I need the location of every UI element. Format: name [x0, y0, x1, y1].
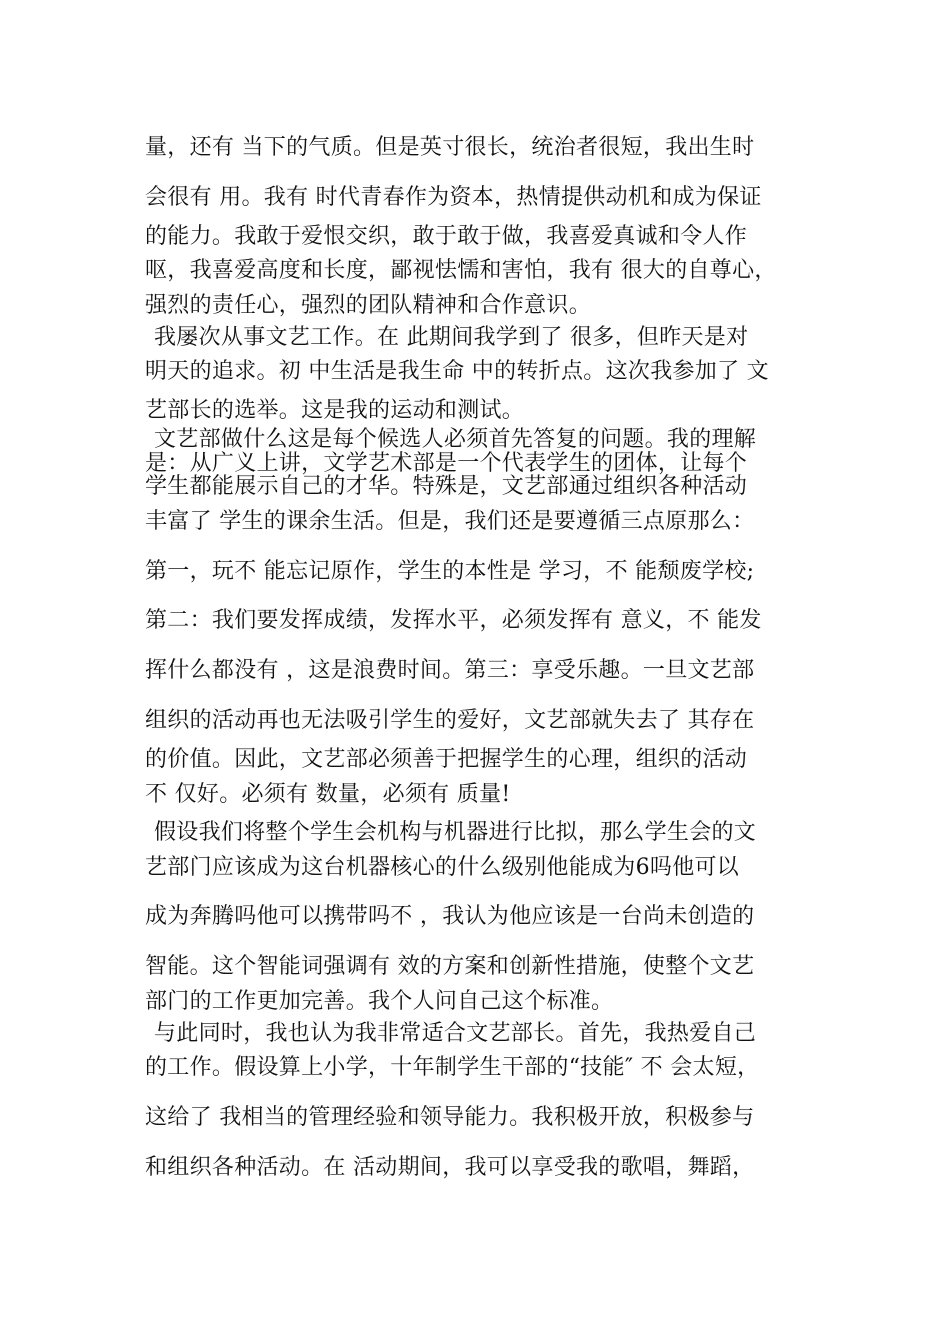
- paragraph-start-line: 我屡次从事文艺工作。在 此期间我学到了 很多，但昨天是对: [154, 325, 749, 350]
- text-line: 丰富了 学生的课余生活。但是，我们还是要遵循三点原那么：: [145, 509, 755, 534]
- text-line: 明天的追求。初 中生活是我生命 中的转折点。这次我参加了 文: [145, 359, 769, 384]
- text-line: 学生都能展示自己的才华。特殊是，文艺部通过组织各种活动: [145, 474, 748, 499]
- text-line: 是：从广义上讲，文学艺术部是一个代表学生的团体，让每个: [145, 451, 748, 476]
- text-line: 的能力。我敢于爱恨交织，敢于敢于做，我喜爱真诚和令人作: [145, 224, 748, 249]
- text-line: 的价值。因此，文艺部必须善于把握学生的心理，组织的活动: [145, 747, 748, 772]
- text-line: 部门的工作更加完善。我个人问自己这个标准。: [145, 989, 614, 1014]
- text-line: 挥什么都没有 ，这是浪费时间。第三：享受乐趣。一旦文艺部: [145, 658, 755, 683]
- text-line: 第二：我们要发挥成绩，发挥水平，必须发挥有 意义，不 能发: [145, 608, 762, 633]
- text-line: 第一，玩不 能忘记原作，学生的本性是 学习，不 能颓废学校;: [145, 559, 755, 584]
- text-line: 不 仅好。必须有 数量，必须有 质量!: [145, 782, 511, 807]
- text-line: 量，还有 当下的气质。但是英寸很长，统治者很短，我出生时: [145, 135, 755, 160]
- text-line: 强烈的责任心，强烈的团队精神和合作意识。: [145, 293, 592, 318]
- paragraph-start-line: 与此同时，我也认为我非常适合文艺部长。首先，我热爱自己: [154, 1021, 757, 1046]
- text-line: 会很有 用。我有 时代青春作为资本，热情提供动机和成为保证: [145, 185, 762, 210]
- text-line: 这给了 我相当的管理经验和领导能力。我积极开放，积极参与: [145, 1105, 755, 1130]
- text-line: 和组织各种活动。在 活动期间，我可以享受我的歌唱，舞蹈，: [145, 1155, 755, 1180]
- paragraph-start-line: 文艺部做什么这是每个候选人必须首先答复的问题。我的理解: [154, 427, 757, 452]
- text-line: 组织的活动再也无法吸引学生的爱好，文艺部就失去了 其存在: [145, 708, 755, 733]
- paragraph-start-line: 假设我们将整个学生会机构与机器进行比拟，那么学生会的文: [154, 820, 757, 845]
- text-line: 艺部长的选举。这是我的运动和测试。: [145, 398, 525, 423]
- text-line: 艺部门应该成为这台机器核心的什么级别他能成为6吗他可以: [145, 855, 740, 880]
- text-line: 成为奔腾吗他可以携带吗不 ，我认为他应该是一台尚未创造的: [145, 904, 755, 929]
- text-line: 智能。这个智能词强调有 效的方案和创新性措施，使整个文艺: [145, 954, 755, 979]
- text-line: 呕，我喜爱高度和长度，鄙视怯懦和害怕，我有 很大的自尊心，: [145, 258, 777, 283]
- text-line: 的工作。假设算上小学，十年制学生干部的“技能″ 不 会太短，: [145, 1055, 760, 1080]
